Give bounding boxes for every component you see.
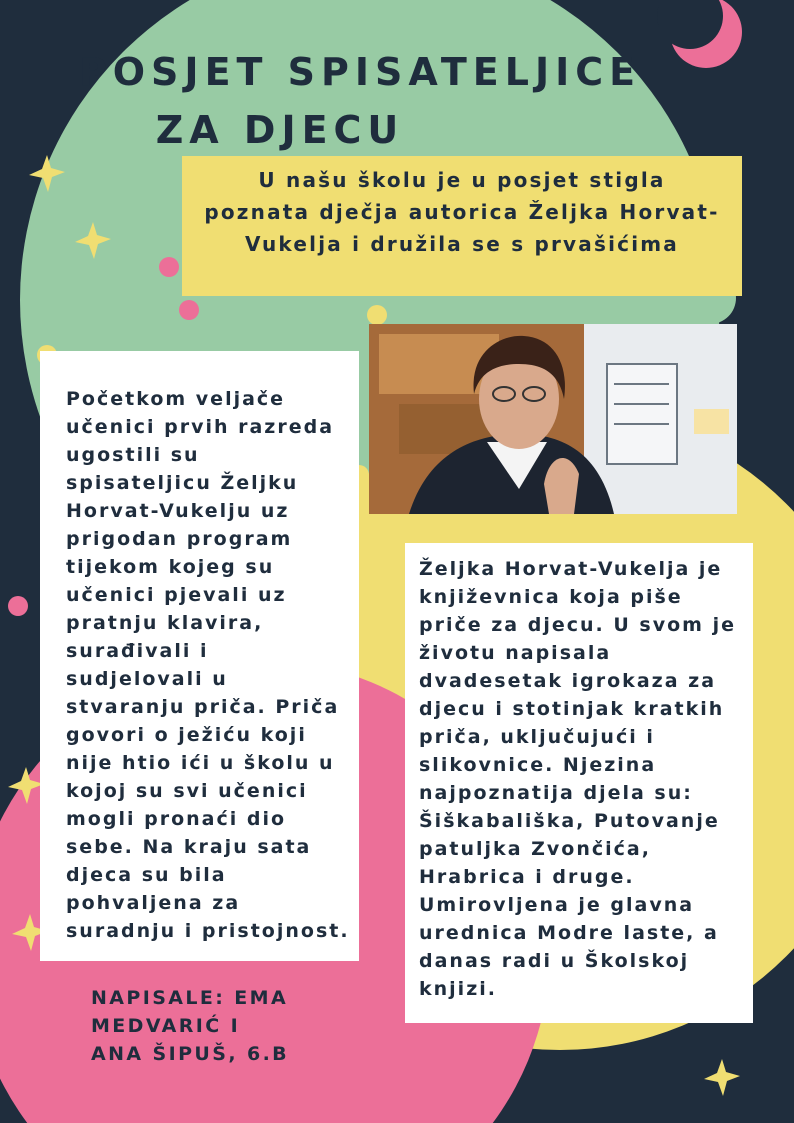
pink-dot (159, 257, 179, 277)
yellow-dot (367, 305, 387, 325)
page-title: POSJET SPISATELJICE (78, 50, 642, 94)
author-bio-card: Željka Horvat-Vukelja je književnica koja piše priče za djecu. U svom je životu napisala dvadesetak igrokaza za djecu i stotinjak kratkih priča, uključujući i slikovnice. Njezina najpoznatija djela su: Šiškabališka, Putovanje patuljka Zvončića, Hrabrica i druge. Umirovljena je glavna urednica Modre laste, a danas radi u Školskoj knjizi. (405, 543, 753, 1023)
lead-banner: U našu školu je u posjet stigla poznata dječja autorica Željka Horvat-Vukelja i družila se s prvašićima (182, 156, 742, 296)
page-title-line2: ZA DJECU (155, 108, 405, 152)
intro-text-card: Početkom veljače učenici prvih razreda ugostili su spisateljicu Željku Horvat-Vukelju uz prigodan program tijekom kojeg su učenici pjevali uz pratnju klavira, surađivali i sudjelovali u stvaranju priča. Priča govori o ježiću koji nije htio ići u školu u kojoj su svi učenici mogli pronaći dio sebe. Na kraju sata djeca su bila pohvaljena za suradnju i pristojnost. (40, 351, 359, 961)
pink-dot (8, 596, 28, 616)
pink-dot (179, 300, 199, 320)
authors-credit: NAPISALE: EMA MEDVARIĆ I ANA ŠIPUŠ, 6.B (91, 987, 290, 1065)
star-icon (704, 1059, 740, 1096)
author-photo (369, 324, 737, 514)
